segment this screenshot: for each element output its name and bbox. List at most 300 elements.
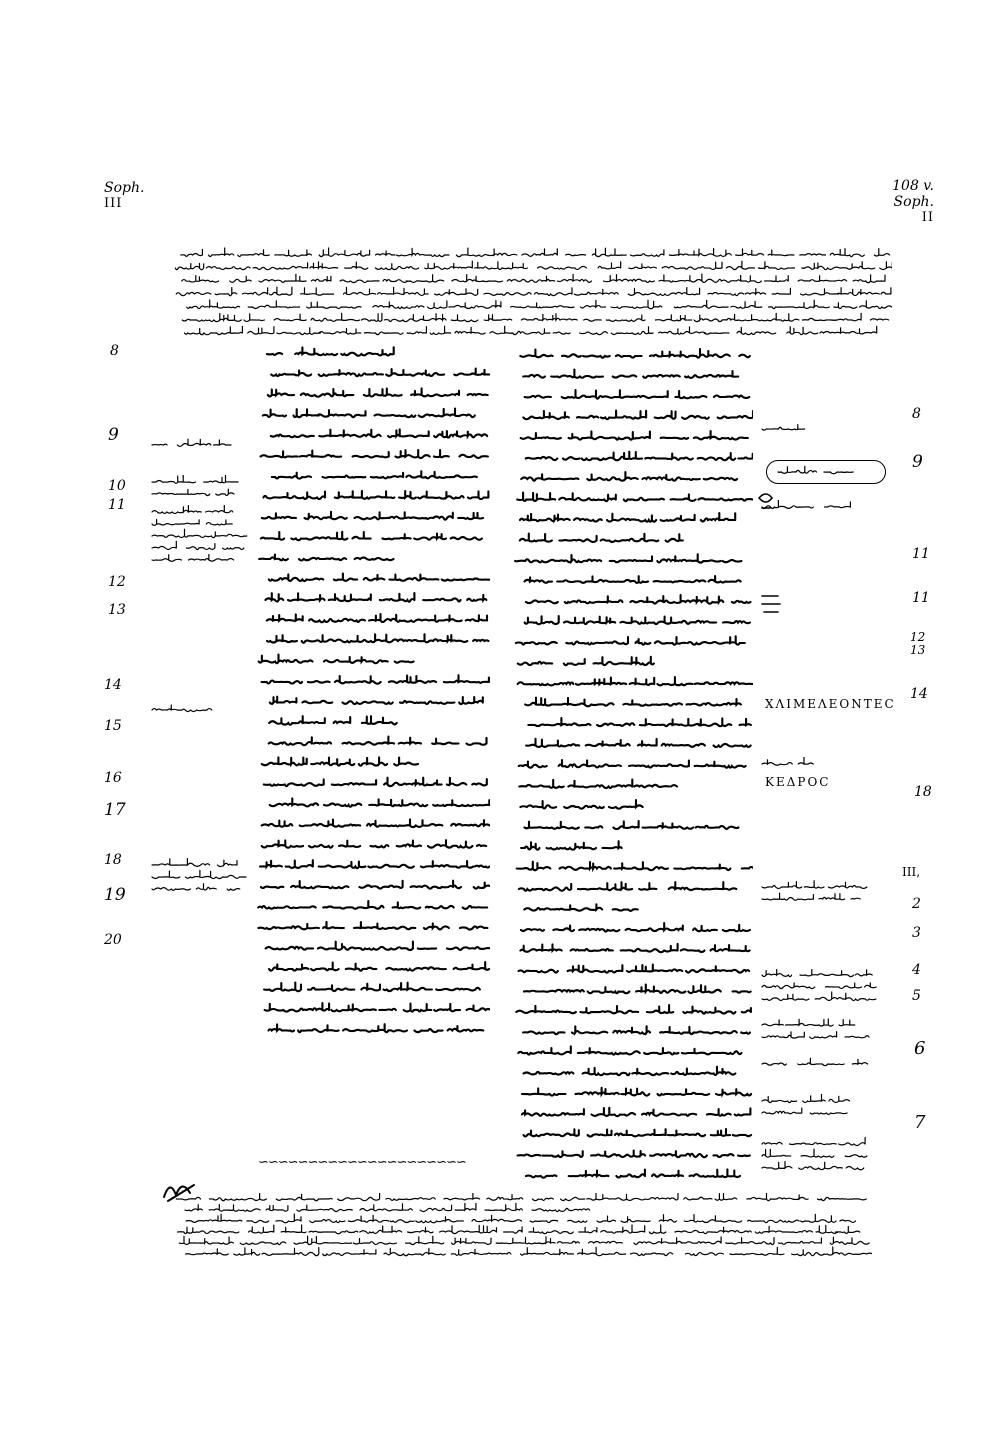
script-stroke — [778, 1238, 821, 1244]
script-stroke — [837, 288, 879, 296]
script-stroke — [816, 1225, 838, 1233]
script-stroke — [662, 262, 722, 269]
script-stroke — [758, 262, 794, 270]
script-stroke — [538, 266, 587, 269]
right-margin-gloss — [776, 465, 874, 477]
script-stroke — [341, 347, 393, 355]
script-stroke — [565, 596, 623, 603]
script-stroke — [684, 1215, 742, 1223]
script-stroke — [406, 513, 453, 520]
script-stroke — [364, 575, 385, 581]
script-stroke — [601, 1225, 645, 1233]
script-stroke — [650, 352, 696, 358]
script-stroke — [839, 1137, 865, 1145]
script-stroke — [459, 697, 483, 704]
script-stroke — [262, 513, 296, 518]
script-stroke — [388, 429, 429, 437]
script-stroke — [547, 884, 572, 891]
script-stroke — [598, 882, 633, 890]
script-stroke — [407, 327, 426, 334]
script-stroke — [314, 742, 332, 743]
script-stroke — [685, 1253, 723, 1256]
script-stroke — [526, 1175, 557, 1177]
script-stroke — [468, 491, 489, 499]
line-number: 13 — [108, 602, 126, 618]
script-stroke — [348, 1215, 388, 1222]
script-stroke — [444, 1193, 480, 1200]
script-stroke — [186, 1249, 229, 1255]
script-stroke — [309, 619, 365, 623]
line-number: 3 — [912, 925, 921, 941]
script-stroke — [742, 1008, 751, 1012]
script-stroke — [223, 548, 244, 550]
script-stroke — [528, 718, 590, 726]
script-stroke — [657, 677, 692, 685]
script-stroke — [352, 532, 370, 539]
script-stroke — [435, 289, 478, 296]
script-stroke — [708, 293, 744, 296]
script-stroke — [798, 1058, 844, 1065]
script-stroke — [487, 1195, 523, 1201]
script-stroke — [762, 970, 792, 977]
script-stroke — [681, 1237, 721, 1244]
line-number: 11 — [108, 497, 126, 513]
script-stroke — [674, 300, 728, 308]
script-stroke — [611, 300, 662, 309]
script-stroke — [592, 1108, 636, 1116]
script-stroke — [447, 947, 490, 950]
line-number: 16 — [104, 770, 122, 786]
script-stroke — [787, 327, 818, 335]
script-stroke — [581, 300, 606, 308]
script-stroke — [726, 1238, 774, 1245]
script-stroke — [436, 988, 480, 991]
script-stroke — [523, 411, 569, 419]
script-stroke — [466, 615, 487, 621]
script-stroke — [551, 370, 603, 378]
script-stroke — [723, 560, 742, 562]
script-stroke — [389, 575, 438, 581]
script-stroke — [616, 355, 642, 357]
script-stroke — [456, 248, 516, 257]
script-stroke — [484, 293, 531, 296]
right-margin-gloss — [760, 1094, 870, 1118]
script-stroke — [290, 1003, 329, 1011]
script-stroke — [708, 576, 740, 583]
script-stroke — [248, 327, 274, 334]
right-header-folio: 108 v. — [892, 178, 934, 194]
script-stroke — [354, 922, 415, 929]
script-stroke — [655, 411, 676, 419]
script-stroke — [265, 593, 283, 601]
script-stroke — [264, 779, 324, 786]
right-text-column — [513, 346, 753, 1191]
script-stroke — [762, 1032, 804, 1038]
script-stroke — [362, 716, 397, 724]
script-stroke — [524, 908, 550, 911]
script-stroke — [152, 506, 201, 514]
script-stroke — [209, 248, 234, 257]
left-header-title: Soph. — [104, 180, 145, 196]
script-stroke — [691, 274, 713, 283]
script-stroke — [676, 288, 700, 295]
script-stroke — [518, 1154, 541, 1156]
script-stroke — [414, 1029, 442, 1032]
script-stroke — [152, 490, 210, 496]
script-stroke — [521, 474, 578, 480]
script-stroke — [517, 862, 551, 871]
script-stroke — [621, 944, 678, 952]
right-margin-gloss — [760, 1018, 875, 1042]
script-stroke — [293, 409, 318, 417]
left-margin-gloss — [150, 858, 248, 894]
script-stroke — [810, 1113, 847, 1115]
script-stroke — [272, 473, 311, 479]
script-stroke — [449, 301, 501, 309]
script-stroke — [674, 865, 730, 871]
script-stroke — [297, 1205, 352, 1212]
script-stroke — [762, 1142, 782, 1144]
script-stroke — [840, 1220, 856, 1222]
script-stroke — [769, 300, 830, 308]
script-stroke — [175, 264, 203, 270]
script-stroke — [411, 881, 461, 889]
script-stroke — [182, 276, 219, 283]
script-stroke — [762, 1063, 786, 1065]
script-stroke — [716, 970, 749, 973]
script-stroke — [578, 889, 596, 890]
script-stroke — [302, 635, 334, 643]
script-stroke — [801, 289, 839, 295]
script-stroke — [529, 1228, 573, 1234]
script-stroke — [650, 1194, 678, 1201]
script-stroke — [799, 1162, 843, 1170]
script-stroke — [382, 635, 418, 643]
script-stroke — [523, 375, 545, 378]
script-stroke — [623, 700, 682, 706]
script-stroke — [451, 1249, 511, 1255]
script-stroke — [740, 719, 751, 725]
script-stroke — [587, 472, 637, 481]
script-stroke — [334, 717, 351, 723]
script-stroke — [800, 970, 854, 977]
line-number: 13 — [910, 643, 926, 657]
script-stroke — [666, 534, 683, 542]
script-stroke — [669, 882, 700, 890]
script-stroke — [311, 758, 354, 766]
script-stroke — [507, 276, 554, 282]
script-stroke — [420, 1205, 452, 1211]
script-stroke — [451, 315, 478, 322]
script-stroke — [299, 558, 346, 561]
script-stroke — [262, 681, 303, 684]
script-stroke — [269, 574, 324, 581]
script-stroke — [263, 492, 325, 500]
script-stroke — [735, 1108, 751, 1115]
script-stroke — [393, 902, 421, 908]
script-stroke — [874, 249, 889, 256]
script-stroke — [152, 475, 196, 483]
script-stroke — [693, 926, 717, 931]
script-stroke — [615, 1129, 666, 1136]
script-stroke — [566, 637, 628, 644]
script-stroke — [215, 288, 237, 296]
script-stroke — [586, 740, 630, 746]
script-stroke — [732, 601, 751, 603]
script-stroke — [881, 288, 891, 294]
script-stroke — [733, 991, 751, 992]
script-stroke — [421, 861, 473, 868]
script-stroke — [524, 990, 584, 992]
script-stroke — [340, 280, 379, 283]
script-stroke — [701, 513, 735, 521]
script-stroke — [520, 514, 570, 521]
script-stroke — [815, 992, 876, 1001]
script-stroke — [248, 301, 299, 309]
script-stroke — [817, 1197, 845, 1200]
script-stroke — [258, 924, 319, 929]
script-stroke — [418, 634, 468, 642]
script-stroke — [630, 678, 655, 685]
script-stroke — [267, 614, 303, 620]
script-stroke — [426, 906, 454, 909]
script-stroke — [344, 287, 376, 295]
script-stroke — [571, 949, 613, 951]
script-stroke — [698, 453, 736, 460]
script-stroke — [557, 274, 591, 282]
script-stroke — [675, 391, 706, 398]
script-stroke — [694, 431, 748, 440]
script-stroke — [588, 987, 630, 993]
script-stroke — [601, 411, 646, 420]
script-stroke — [521, 314, 577, 321]
script-stroke — [638, 515, 656, 521]
script-stroke — [185, 532, 226, 538]
script-stroke — [214, 440, 231, 445]
script-stroke — [206, 505, 233, 512]
script-stroke — [395, 661, 414, 662]
right-margin-gloss — [760, 757, 830, 769]
script-stroke — [547, 843, 596, 850]
script-stroke — [379, 1009, 396, 1010]
script-stroke — [643, 823, 694, 829]
script-stroke — [739, 355, 750, 358]
script-stroke — [361, 942, 413, 950]
script-stroke — [698, 1227, 751, 1234]
script-stroke — [643, 375, 680, 378]
script-stroke — [459, 455, 488, 458]
script-stroke — [463, 906, 488, 909]
script-stroke — [525, 698, 578, 706]
script-stroke — [467, 1006, 490, 1011]
script-stroke — [524, 1129, 579, 1136]
script-stroke — [307, 302, 361, 308]
script-stroke — [526, 457, 558, 460]
script-stroke — [262, 821, 293, 827]
script-stroke — [152, 529, 185, 537]
script-stroke — [560, 862, 611, 870]
script-stroke — [659, 275, 690, 282]
script-stroke — [690, 1169, 741, 1177]
script-stroke — [580, 1006, 638, 1013]
script-stroke — [525, 616, 559, 624]
script-stroke — [452, 1238, 492, 1244]
script-stroke — [442, 579, 479, 581]
script-stroke — [291, 532, 347, 540]
script-stroke — [359, 881, 402, 889]
script-stroke — [847, 1199, 867, 1200]
script-stroke — [597, 1216, 616, 1222]
script-stroke — [234, 1248, 260, 1255]
script-stroke — [269, 737, 312, 745]
script-stroke — [454, 965, 473, 970]
script-stroke — [557, 576, 603, 583]
script-stroke — [845, 1155, 867, 1157]
script-stroke — [384, 778, 442, 786]
script-stroke — [186, 1214, 242, 1222]
script-stroke — [518, 1046, 571, 1054]
script-stroke — [182, 314, 241, 322]
script-stroke — [762, 1162, 792, 1170]
script-stroke — [520, 801, 556, 808]
script-stroke — [206, 520, 232, 525]
script-stroke — [569, 431, 592, 439]
script-stroke — [802, 313, 861, 321]
script-stroke — [324, 657, 367, 663]
script-stroke — [694, 314, 745, 321]
script-stroke — [519, 888, 546, 890]
script-stroke — [323, 1250, 376, 1256]
line-number: 10 — [108, 478, 126, 494]
script-stroke — [176, 520, 199, 524]
script-stroke — [298, 1025, 339, 1032]
script-stroke — [578, 1048, 640, 1054]
script-stroke — [762, 893, 813, 900]
script-stroke — [474, 883, 490, 889]
script-stroke — [448, 1026, 484, 1031]
script-stroke — [152, 888, 191, 891]
script-stroke — [802, 263, 824, 269]
script-stroke — [579, 929, 619, 932]
script-stroke — [803, 1094, 826, 1102]
script-stroke — [557, 1241, 579, 1243]
bottom-commentary-text — [172, 1193, 872, 1263]
script-stroke — [855, 970, 872, 976]
script-stroke — [711, 1129, 730, 1136]
script-stroke — [187, 300, 224, 309]
script-stroke — [424, 824, 443, 826]
script-stroke — [466, 738, 486, 745]
script-stroke — [649, 1225, 666, 1234]
script-stroke — [532, 1208, 590, 1211]
script-stroke — [242, 288, 267, 295]
script-stroke — [152, 871, 180, 878]
script-stroke — [262, 1248, 319, 1256]
script-stroke — [583, 356, 610, 358]
script-stroke — [762, 425, 805, 431]
right-margin-gloss — [760, 1057, 870, 1069]
script-stroke — [400, 701, 454, 704]
script-stroke — [177, 439, 211, 446]
script-stroke — [576, 1088, 619, 1094]
line-number: III, — [902, 865, 921, 879]
script-stroke — [360, 1226, 402, 1234]
script-stroke — [371, 845, 389, 847]
script-stroke — [362, 313, 382, 321]
script-stroke — [397, 841, 421, 847]
script-stroke — [384, 983, 432, 991]
script-stroke — [613, 375, 637, 377]
script-stroke — [300, 820, 361, 827]
script-stroke — [468, 394, 488, 395]
script-stroke — [196, 884, 216, 890]
script-stroke — [692, 1067, 736, 1075]
script-stroke — [741, 1033, 750, 1034]
script-stroke — [668, 1131, 705, 1137]
script-stroke — [562, 354, 581, 356]
line-number: 7 — [914, 1112, 926, 1133]
script-stroke — [258, 906, 316, 909]
script-stroke — [394, 758, 418, 766]
script-stroke — [688, 985, 721, 993]
script-stroke — [291, 881, 348, 888]
script-stroke — [451, 820, 490, 826]
script-stroke — [584, 319, 601, 321]
script-stroke — [643, 475, 700, 481]
script-stroke — [152, 541, 176, 549]
script-stroke — [519, 762, 547, 768]
script-stroke — [642, 1110, 696, 1116]
line-number: 12 — [108, 574, 126, 590]
script-stroke — [786, 1019, 834, 1026]
script-stroke — [595, 617, 616, 623]
script-stroke — [178, 1227, 239, 1233]
line-number: 9 — [108, 425, 119, 445]
line-number: 2 — [912, 896, 921, 912]
script-stroke — [311, 313, 360, 321]
script-stroke — [259, 274, 306, 282]
script-stroke — [301, 288, 334, 296]
line-number: 18 — [104, 852, 122, 868]
script-stroke — [364, 332, 403, 335]
script-stroke — [277, 328, 321, 335]
script-stroke — [569, 1171, 609, 1177]
script-stroke — [798, 276, 847, 281]
script-stroke — [704, 333, 729, 334]
script-stroke — [380, 593, 415, 602]
script-stroke — [810, 1032, 837, 1039]
script-stroke — [414, 534, 446, 540]
script-stroke — [217, 860, 237, 866]
line-number: 17 — [104, 800, 126, 820]
script-stroke — [630, 1253, 672, 1256]
script-stroke — [563, 457, 580, 460]
script-stroke — [594, 657, 654, 665]
script-stroke — [373, 302, 424, 309]
script-stroke — [669, 249, 731, 257]
script-stroke — [454, 369, 490, 376]
script-stroke — [477, 845, 486, 846]
script-stroke — [266, 1206, 288, 1212]
script-stroke — [408, 1227, 433, 1232]
script-stroke — [535, 288, 573, 296]
script-stroke — [435, 476, 477, 478]
script-stroke — [762, 1108, 802, 1114]
script-stroke — [269, 287, 292, 295]
script-stroke — [851, 898, 860, 899]
script-stroke — [301, 389, 354, 397]
script-stroke — [230, 276, 252, 282]
